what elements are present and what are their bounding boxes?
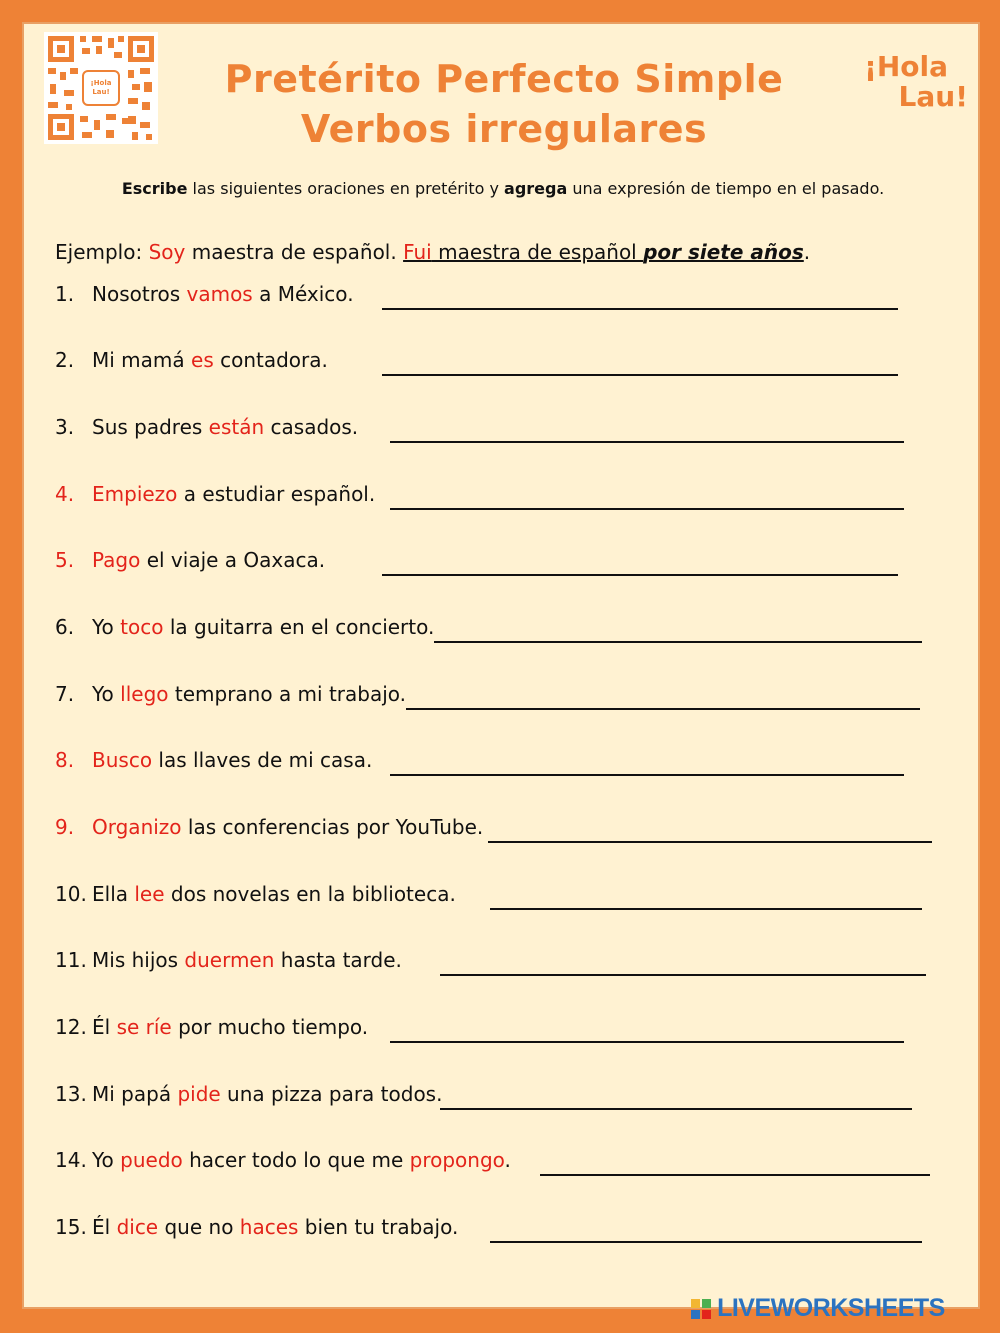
answer-blank-line[interactable] bbox=[390, 508, 904, 510]
exercise-verb: dice bbox=[116, 1215, 159, 1239]
exercise-verb: puedo bbox=[120, 1148, 183, 1172]
exercise-verb: Busco bbox=[92, 748, 153, 772]
answer-blank-line[interactable] bbox=[390, 774, 904, 776]
answer-blank-line[interactable] bbox=[540, 1174, 930, 1176]
example-answer-time: por siete años bbox=[643, 240, 804, 264]
exercise-item bbox=[55, 1215, 458, 1249]
exercise-text: una pizza para todos. bbox=[220, 1082, 443, 1106]
exercise-item bbox=[55, 1148, 511, 1182]
exercise-item bbox=[55, 682, 406, 716]
liveworksheets-wordmark: LIVEWORKSHEETS bbox=[717, 1294, 945, 1322]
exercise-item bbox=[55, 548, 325, 582]
exercise-item bbox=[55, 1082, 442, 1116]
instructions-text-1: las siguientes oraciones en pretérito y bbox=[187, 179, 505, 198]
exercise-text: hasta tarde. bbox=[274, 948, 402, 972]
exercise-text-pre: Sus padres bbox=[92, 415, 209, 439]
exercise-text-pre: Yo bbox=[92, 682, 121, 706]
exercise-text-pre: Yo bbox=[92, 615, 121, 639]
instructions-text-2: una expresión de tiempo en el pasado. bbox=[567, 179, 885, 198]
answer-blank-line[interactable] bbox=[488, 841, 932, 843]
exercise-text: por mucho tiempo. bbox=[171, 1015, 369, 1039]
answer-blank-line[interactable] bbox=[382, 308, 898, 310]
exercise-item bbox=[55, 948, 402, 982]
exercise-text: hacer todo lo que me bbox=[182, 1148, 410, 1172]
exercise-text-post: bien tu trabajo. bbox=[298, 1215, 459, 1239]
instructions-keyword-1: Escribe bbox=[121, 179, 188, 198]
logo-line1: ¡Hola bbox=[864, 50, 948, 83]
logo-line2: Lau! bbox=[898, 80, 968, 113]
instructions bbox=[24, 179, 982, 198]
answer-blank-line[interactable] bbox=[406, 708, 920, 710]
example-period: . bbox=[803, 240, 811, 264]
example-answer-verb: Fui bbox=[403, 240, 432, 264]
instructions-keyword-2: agrega bbox=[504, 179, 568, 198]
exercise-number: 3. bbox=[55, 415, 75, 439]
exercise-item bbox=[55, 282, 354, 316]
exercise-verb: pide bbox=[177, 1082, 221, 1106]
title-line1: Pretérito Perfecto Simple bbox=[224, 57, 784, 101]
example-answer-rest: maestra de español bbox=[431, 240, 644, 264]
exercise-text: contadora. bbox=[213, 348, 328, 372]
exercise-item bbox=[55, 348, 328, 382]
exercise-verb: llego bbox=[120, 682, 169, 706]
exercise-text-pre: Mis hijos bbox=[92, 948, 185, 972]
qr-logo-line2: Lau! bbox=[92, 88, 110, 96]
exercise-number: 14. bbox=[55, 1148, 87, 1172]
exercise-verb: Organizo bbox=[92, 815, 182, 839]
exercise-verb: se ríe bbox=[116, 1015, 172, 1039]
qr-logo bbox=[82, 70, 120, 106]
answer-blank-line[interactable] bbox=[490, 1241, 922, 1243]
exercise-item bbox=[55, 815, 483, 849]
exercise-number: 13. bbox=[55, 1082, 87, 1106]
example-verb: Soy bbox=[148, 240, 186, 264]
exercise-text: a México. bbox=[252, 282, 354, 306]
exercise-text-pre: Él bbox=[92, 1215, 117, 1239]
exercise-text-pre: Ella bbox=[92, 882, 135, 906]
exercise-text: el viaje a Oaxaca. bbox=[140, 548, 326, 572]
exercise-text: dos novelas en la biblioteca. bbox=[164, 882, 456, 906]
qr-code bbox=[44, 32, 158, 144]
exercise-number: 1. bbox=[55, 282, 75, 306]
exercise-verb: toco bbox=[120, 615, 164, 639]
exercise-number: 12. bbox=[55, 1015, 87, 1039]
answer-blank-line[interactable] bbox=[440, 974, 926, 976]
exercise-text: las llaves de mi casa. bbox=[152, 748, 373, 772]
answer-blank-line[interactable] bbox=[490, 908, 922, 910]
answer-blank-line[interactable] bbox=[382, 374, 898, 376]
exercise-item bbox=[55, 482, 375, 516]
exercise-text: casados. bbox=[264, 415, 359, 439]
answer-blank-line[interactable] bbox=[434, 641, 922, 643]
exercise-item bbox=[55, 1015, 368, 1049]
answer-blank-line[interactable] bbox=[440, 1108, 912, 1110]
exercise-item bbox=[55, 882, 456, 916]
exercise-number: 2. bbox=[55, 348, 75, 372]
exercise-text: temprano a mi trabajo. bbox=[168, 682, 407, 706]
exercise-text-post: . bbox=[504, 1148, 511, 1172]
exercise-item bbox=[55, 748, 372, 782]
exercise-verb: es bbox=[191, 348, 214, 372]
exercise-number: 10. bbox=[55, 882, 87, 906]
exercise-text-pre: Él bbox=[92, 1015, 117, 1039]
exercise-number: 15. bbox=[55, 1215, 87, 1239]
exercise-verb: vamos bbox=[186, 282, 253, 306]
exercise-text-pre: Yo bbox=[92, 1148, 121, 1172]
exercise-number: 9. bbox=[55, 815, 75, 839]
answer-blank-line[interactable] bbox=[390, 441, 904, 443]
example-rest: maestra de español. bbox=[185, 240, 404, 264]
qr-logo-line1: ¡Hola bbox=[90, 79, 112, 87]
liveworksheets-icon bbox=[690, 1298, 712, 1320]
example-sentence bbox=[55, 240, 810, 264]
worksheet-page bbox=[22, 22, 980, 1309]
exercise-text-pre: Mi papá bbox=[92, 1082, 178, 1106]
exercise-verb: Empiezo bbox=[92, 482, 178, 506]
exercise-verb: Pago bbox=[92, 548, 141, 572]
exercise-verb: están bbox=[208, 415, 265, 439]
liveworksheets-branding bbox=[690, 1294, 990, 1324]
hola-lau-logo bbox=[838, 52, 968, 124]
exercise-item bbox=[55, 615, 434, 649]
exercise-number: 5. bbox=[55, 548, 75, 572]
exercise-text: que no bbox=[158, 1215, 240, 1239]
exercise-number: 11. bbox=[55, 948, 87, 972]
exercise-text: la guitarra en el concierto. bbox=[163, 615, 435, 639]
exercise-text: las conferencias por YouTube. bbox=[181, 815, 484, 839]
title-line2: Verbos irregulares bbox=[300, 107, 708, 151]
exercise-number: 6. bbox=[55, 615, 75, 639]
exercise-number: 4. bbox=[55, 482, 75, 506]
exercise-verb: duermen bbox=[184, 948, 275, 972]
exercise-text-pre: Mi mamá bbox=[92, 348, 192, 372]
exercise-text-pre: Nosotros bbox=[92, 282, 187, 306]
answer-blank-line[interactable] bbox=[390, 1041, 904, 1043]
exercise-number: 8. bbox=[55, 748, 75, 772]
exercise-text: a estudiar español. bbox=[177, 482, 376, 506]
exercise-number: 7. bbox=[55, 682, 75, 706]
example-prefix: Ejemplo: bbox=[55, 240, 149, 264]
answer-blank-line[interactable] bbox=[382, 574, 898, 576]
exercise-item bbox=[55, 415, 358, 449]
exercise-verb-2: haces bbox=[239, 1215, 299, 1239]
exercise-verb: lee bbox=[134, 882, 165, 906]
exercise-verb-2: propongo bbox=[409, 1148, 505, 1172]
